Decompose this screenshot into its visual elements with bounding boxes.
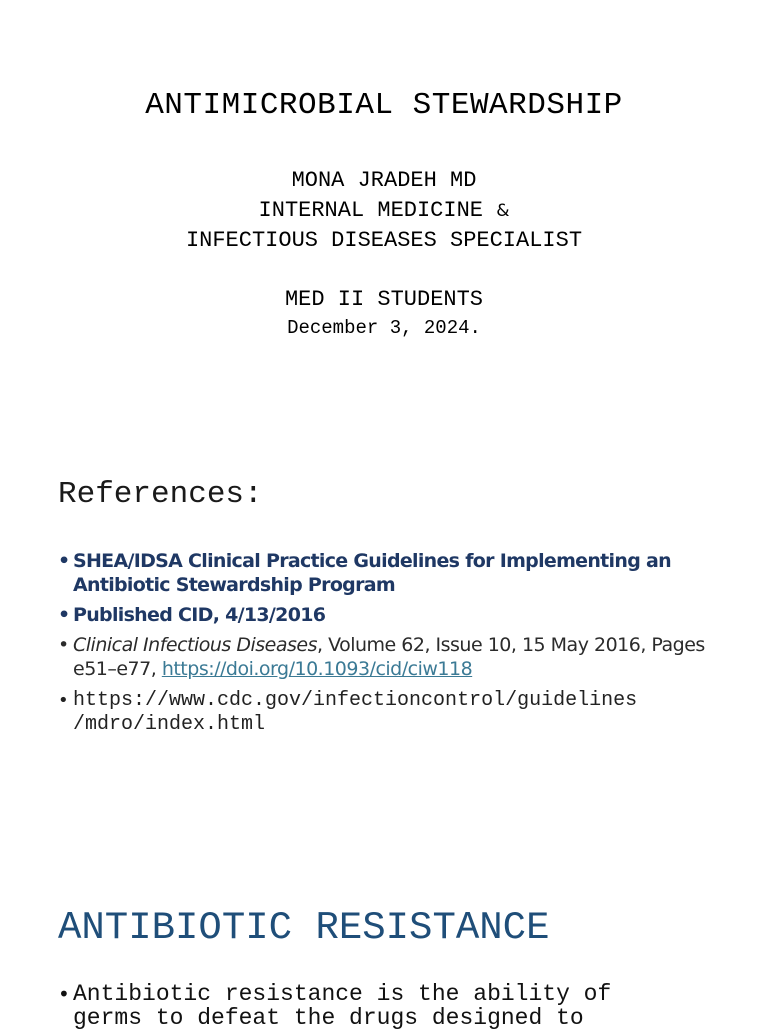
cdc-url-line-1: https://www.cdc.gov/infectioncontrol/guidelines xyxy=(73,689,638,712)
role-text: INTERNAL MEDICINE xyxy=(258,198,497,223)
cdc-url-line-2: /mdro/index.html xyxy=(73,713,266,736)
reference-item xyxy=(58,549,718,597)
presenter-role-line-1 xyxy=(0,196,768,226)
reference-item xyxy=(58,603,718,627)
references-list xyxy=(58,549,718,743)
doi-link[interactable]: https://doi.org/10.1093/cid/ciw118 xyxy=(161,658,473,680)
definition-line-2: germs to defeat the drugs designed to xyxy=(73,1005,584,1031)
bullet-icon: • xyxy=(58,634,69,656)
resistance-definition xyxy=(58,982,698,1030)
presentation-date: December 3, 2024. xyxy=(287,317,481,339)
bullet-icon: • xyxy=(58,982,70,1006)
reference-text: Published CID, 4/13/2016 xyxy=(73,604,326,626)
citation-details: , Volume 62, Issue 10, 15 May 2016, Pages e51–e77, xyxy=(73,634,705,680)
audience: MED II STUDENTS xyxy=(284,287,484,312)
references-heading: References: xyxy=(58,477,263,512)
reference-item xyxy=(58,689,718,737)
reference-text: SHEA/IDSA Clinical Practice Guidelines for Implementing an Antibiotic Stewardship Program xyxy=(73,550,671,596)
presenter-info xyxy=(0,166,768,341)
presentation-title: ANTIMICROBIAL STEWARDSHIP xyxy=(145,88,623,123)
definition-line-1: Antibiotic resistance is the ability of xyxy=(73,981,612,1007)
journal-name: Clinical Infectious Diseases xyxy=(73,634,317,656)
bullet-icon: • xyxy=(58,690,69,711)
presenter-name: MONA JRADEH MD xyxy=(291,168,477,193)
spacer xyxy=(0,256,768,285)
presenter-role-line-2: INFECTIOUS DISEASES SPECIALIST xyxy=(185,228,583,253)
bullet-icon: • xyxy=(58,550,70,572)
reference-item xyxy=(58,633,718,681)
ampersand: & xyxy=(496,201,510,221)
bullet-icon: • xyxy=(58,604,70,626)
definition-text xyxy=(58,982,698,1030)
section-heading: ANTIBIOTIC RESISTANCE xyxy=(58,906,550,950)
